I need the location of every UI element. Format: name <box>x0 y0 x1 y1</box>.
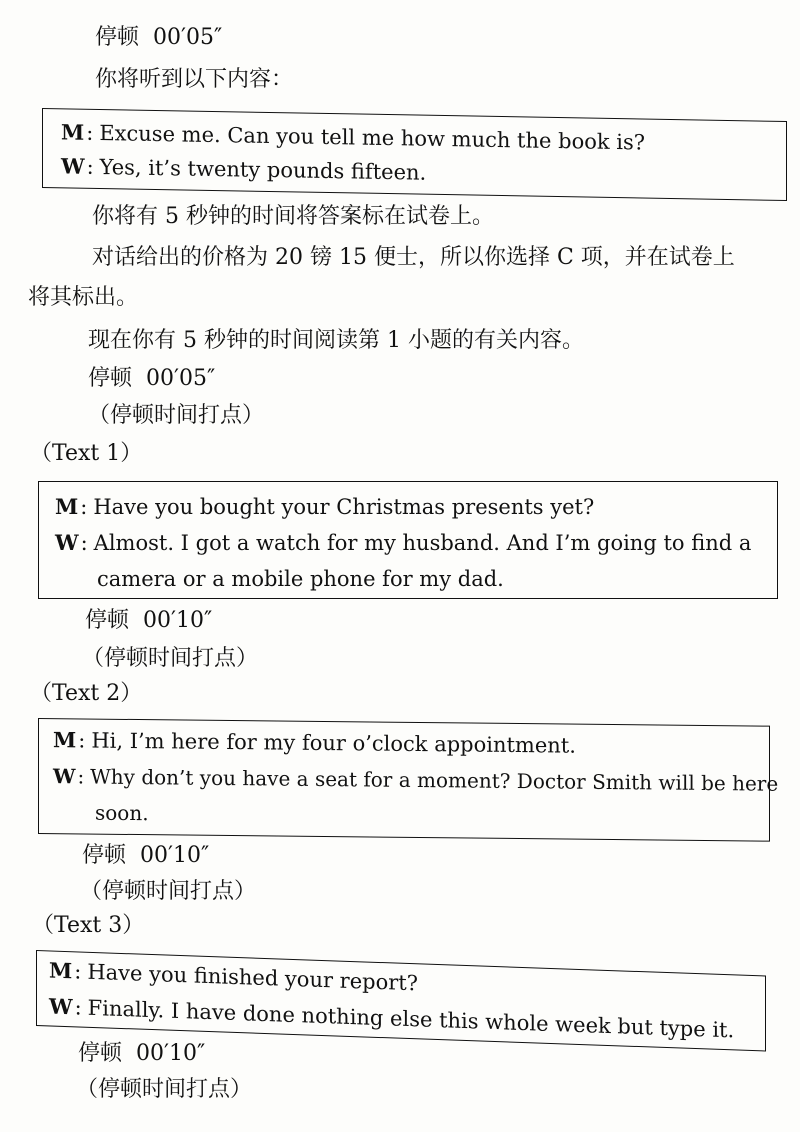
explanation-line-2: 将其标出。 <box>28 285 139 310</box>
text-3-pause-note: （停顿时间打点） <box>76 1077 253 1102</box>
text-3-pause-line <box>78 1040 205 1068</box>
example-w-line: W: Yes, it’s twenty pounds fifteen. <box>61 153 427 185</box>
explanation-line-1: 对话给出的价格为 20 镑 15 便士，所以你选择 C 项，并在试卷上 <box>92 245 735 270</box>
speaker-w: W <box>49 993 73 1020</box>
text-1-dialogue-box <box>38 481 778 599</box>
text-2-label: （Text 2） <box>30 681 143 706</box>
pause-note: （停顿时间打点） <box>88 403 265 428</box>
text-1-w-line: W: Almost. I got a watch for my husband. And I’m going to find a <box>55 530 752 555</box>
pause-label: 停顿 <box>88 366 133 391</box>
pause-label: 停顿 <box>95 25 140 50</box>
speaker-m: M <box>55 494 79 519</box>
speaker-w: W <box>53 764 76 789</box>
pause-label: 停顿 <box>85 608 130 633</box>
text-2-m-line: M: Hi, I’m here for my four o’clock appointment. <box>53 727 576 758</box>
text-2-pause-line <box>82 842 209 870</box>
speaker-m: M <box>49 957 73 984</box>
dialogue-text: Have you finished your report? <box>87 959 418 996</box>
text-3-w-line: W: Finally. I have done nothing else this whole week but type it. <box>49 993 735 1043</box>
dialogue-text: Have you bought your Christmas presents yet? <box>93 495 595 519</box>
speaker-m: M <box>53 727 77 753</box>
dialogue-text: Why don’t you have a seat for a moment? Doctor Smith will be here <box>90 764 779 796</box>
text-2-w-line-cont: soon. <box>95 800 149 826</box>
listen-instruction: 你将听到以下内容： <box>95 67 294 92</box>
text-1-pause-line <box>85 607 212 635</box>
pause-time: 00′10″ <box>140 843 210 868</box>
dialogue-text: Hi, I’m here for my four o’clock appointment. <box>91 728 576 758</box>
speaker-w: W <box>55 530 79 555</box>
text-1-pause-note: （停顿时间打点） <box>82 646 259 671</box>
example-dialogue-box <box>42 108 787 201</box>
pause-label: 停顿 <box>78 1041 123 1066</box>
pause-time: 00′05″ <box>146 366 216 391</box>
text-2-dialogue-box <box>38 718 779 842</box>
intro-pause-line-2 <box>88 365 215 393</box>
pause-time: 00′10″ <box>143 608 213 633</box>
text-2-pause-note: （停顿时间打点） <box>80 879 257 904</box>
pause-label: 停顿 <box>82 843 127 868</box>
dialogue-text: Finally. I have done nothing else this whole week but type it. <box>87 995 735 1043</box>
answer-time-instruction: 你将有 5 秒钟的时间将答案标在试卷上。 <box>92 204 494 229</box>
pause-time: 00′05″ <box>153 25 223 50</box>
text-1-w-line-cont: camera or a mobile phone for my dad. <box>97 567 504 591</box>
dialogue-text: Yes, it’s twenty pounds fifteen. <box>99 155 427 185</box>
example-m-line: M: Excuse me. Can you tell me how much the book is? <box>61 119 646 155</box>
text-2-w-line: W : Why don’t you have a seat for a moment? Doctor Smith will be here <box>53 764 779 796</box>
pause-time: 00′10″ <box>136 1041 206 1066</box>
speaker-w: W <box>61 153 85 179</box>
text-3-m-line: M: Have you finished your report? <box>49 957 418 996</box>
dialogue-text: Excuse me. Can you tell me how much the book is? <box>99 121 646 155</box>
speaker-m: M <box>61 119 85 145</box>
intro-pause-line <box>95 24 222 52</box>
text-1-m-line: M: Have you bought your Christmas presents yet? <box>55 494 595 519</box>
dialogue-text: Almost. I got a watch for my husband. And I’m going to find a <box>93 531 752 555</box>
text-3-dialogue-box <box>36 950 766 1051</box>
text-3-label: （Text 3） <box>32 913 145 938</box>
text-1-label: （Text 1） <box>30 441 143 466</box>
read-instruction: 现在你有 5 秒钟的时间阅读第 1 小题的有关内容。 <box>88 328 584 353</box>
